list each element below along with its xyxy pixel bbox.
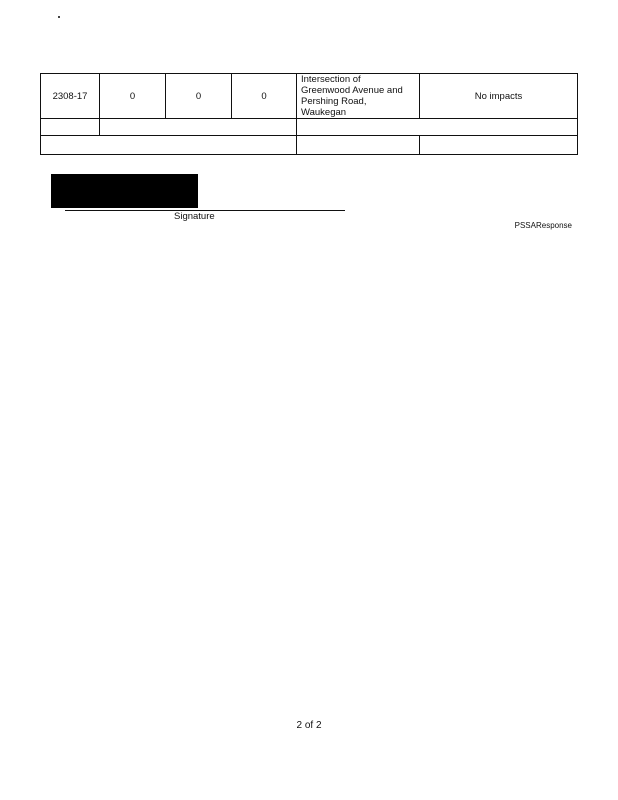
location-line: Pershing Road,: [301, 96, 367, 107]
value-cell: 0: [100, 74, 166, 119]
form-identifier: PSSAResponse: [514, 221, 572, 230]
redaction-block: [51, 174, 198, 208]
location-line: Waukegan: [301, 107, 347, 118]
empty-cell: [100, 119, 297, 136]
empty-cell: [41, 119, 100, 136]
location-line: Greenwood Avenue and: [301, 85, 403, 96]
empty-cell: [297, 119, 578, 136]
scan-speck: [58, 16, 60, 18]
table-row: [41, 136, 578, 155]
empty-cell: [41, 136, 297, 155]
empty-cell: [420, 136, 578, 155]
location-line: Intersection of: [301, 74, 361, 85]
row-id-cell: 2308-17: [41, 74, 100, 119]
empty-cell: [297, 136, 420, 155]
page-number: 2 of 2: [296, 720, 322, 731]
signature-label: Signature: [174, 211, 215, 222]
table-row: [41, 119, 578, 136]
value-cell: 0: [232, 74, 297, 119]
impacts-cell: No impacts: [420, 74, 578, 119]
location-cell: [297, 74, 420, 119]
value-cell: 0: [166, 74, 232, 119]
table-row: [41, 74, 578, 119]
results-table: [40, 73, 578, 155]
